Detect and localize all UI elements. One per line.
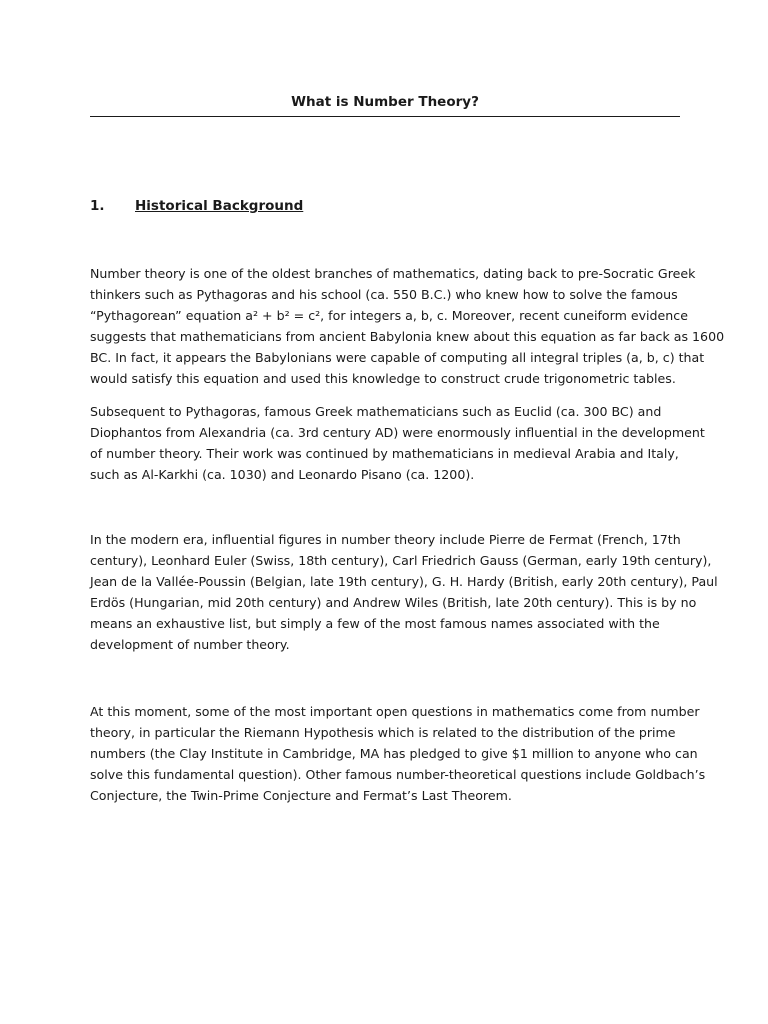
paragraph-4 (90, 701, 706, 806)
document-title: What is Number Theory? (291, 94, 479, 110)
paragraph-line: suggests that mathematicians from ancient Babylonia knew about this equation as far back as 1600 (90, 329, 725, 344)
paragraph-line: solve this fundamental question). Other famous number-theoretical questions include Goldbach’s (90, 767, 706, 782)
paragraph-line: development of number theory. (90, 637, 290, 652)
paragraph-3 (90, 529, 718, 655)
title-divider (90, 116, 680, 117)
paragraph-1 (90, 263, 725, 389)
paragraph-line: At this moment, some of the most important open questions in mathematics come from number (90, 704, 700, 719)
paragraph-line: century), Leonhard Euler (Swiss, 18th century), Carl Friedrich Gauss (German, early 19th century), (90, 553, 712, 568)
section-heading (90, 197, 303, 215)
paragraph-line: of number theory. Their work was continued by mathematicians in medieval Arabia and Italy, (90, 446, 679, 461)
paragraph-line: “Pythagorean” equation a² + b² = c², for integers a, b, c. Moreover, recent cuneiform evidence (90, 308, 688, 323)
paragraph-line: theory, in particular the Riemann Hypothesis which is related to the distribution of the prime (90, 725, 676, 740)
paragraph-2 (90, 401, 705, 485)
paragraph-line: Jean de la Vallée-Poussin (Belgian, late 19th century), G. H. Hardy (British, early 20th century), Paul (90, 574, 718, 589)
paragraph-line: Subsequent to Pythagoras, famous Greek mathematicians such as Euclid (ca. 300 BC) and (90, 404, 662, 419)
paragraph-line: Number theory is one of the oldest branches of mathematics, dating back to pre-Socratic Greek (90, 266, 696, 281)
section-title: Historical Background (135, 198, 304, 214)
paragraph-line: Diophantos from Alexandria (ca. 3rd century AD) were enormously influential in the development (90, 425, 705, 440)
paragraph-line: thinkers such as Pythagoras and his school (ca. 550 B.C.) who knew how to solve the famous (90, 287, 678, 302)
section-number: 1. (90, 198, 105, 214)
paragraph-line: BC. In fact, it appears the Babylonians were capable of computing all integral triples (a, b, c) that (90, 350, 705, 365)
paragraph-line: such as Al-Karkhi (ca. 1030) and Leonardo Pisano (ca. 1200). (90, 467, 475, 482)
paragraph-line: In the modern era, influential figures in number theory include Pierre de Fermat (French, 17th (90, 532, 681, 547)
paragraph-line: would satisfy this equation and used this knowledge to construct crude trigonometric tables. (90, 371, 676, 386)
paragraph-line: Erdös (Hungarian, mid 20th century) and Andrew Wiles (British, late 20th century). This is by no (90, 595, 697, 610)
paragraph-line: means an exhaustive list, but simply a few of the most famous names associated with the (90, 616, 660, 631)
paragraph-line: numbers (the Clay Institute in Cambridge, MA has pledged to give $1 million to anyone who can (90, 746, 698, 761)
paragraph-line: Conjecture, the Twin-Prime Conjecture and Fermat’s Last Theorem. (90, 788, 512, 803)
